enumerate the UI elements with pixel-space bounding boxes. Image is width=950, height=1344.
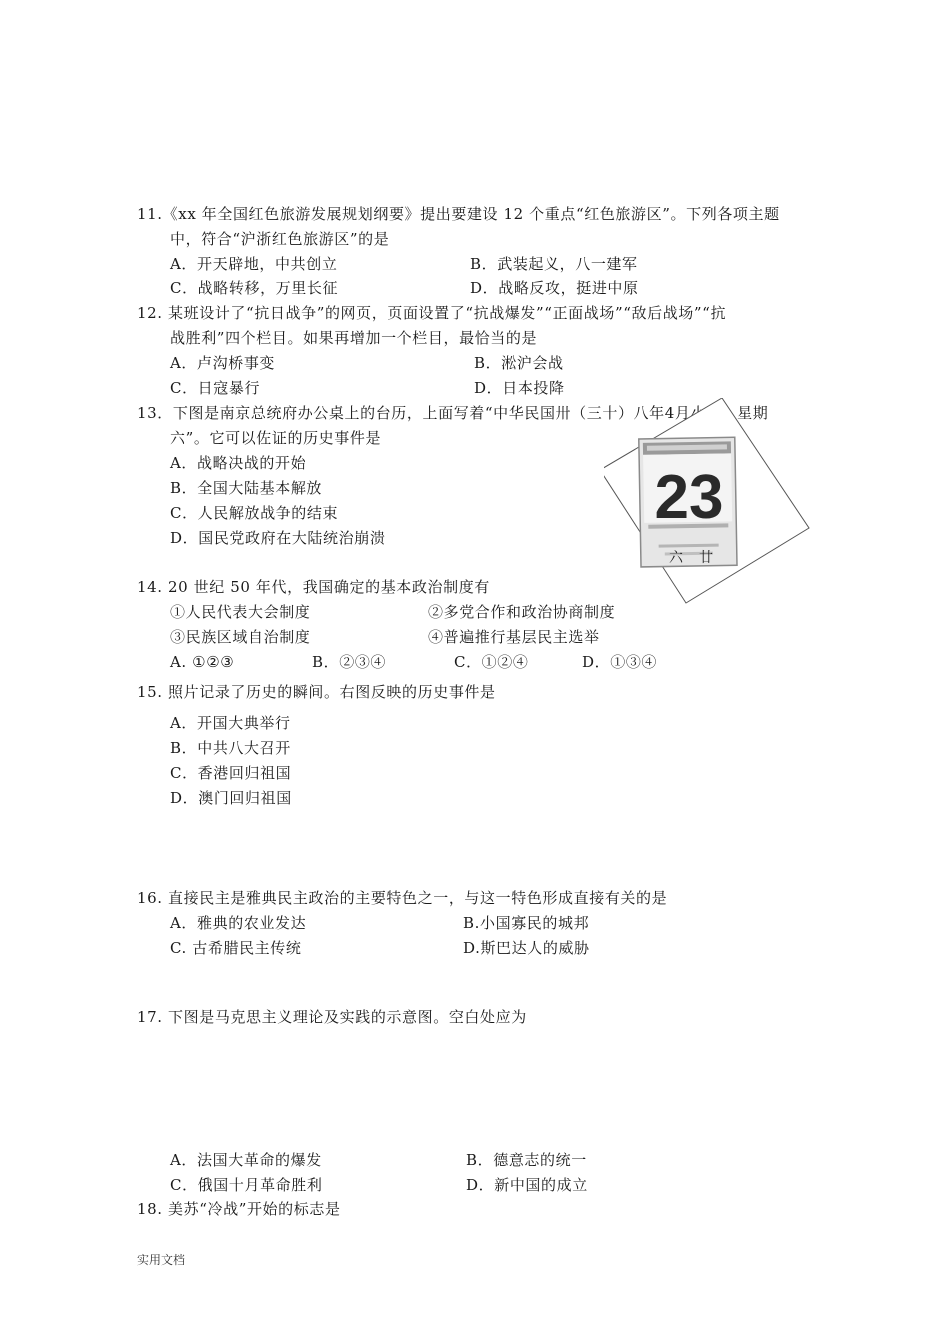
q17-option-b: B．德意志的统一	[466, 1151, 587, 1169]
calendar-weekday: 六	[669, 550, 683, 566]
q15-option-c: C．香港回归祖国	[170, 764, 292, 782]
q12-stem-line2: 战胜利”四个栏目。如果再增加一个栏目，最恰当的是	[170, 329, 538, 347]
q12-option-a: A．卢沟桥事变	[170, 354, 276, 372]
q16-option-a: A．雅典的农业发达	[170, 914, 307, 932]
q16-option-b: B.小国寡民的城邦	[463, 914, 590, 932]
q16-stem: 16. 直接民主是雅典民主政治的主要特色之一，与这一特色形成直接有关的是	[137, 889, 668, 907]
q14-item-3: ③民族区域自治制度	[170, 628, 311, 646]
q13-option-c: C．人民解放战争的结束	[170, 504, 339, 522]
q14-item-2: ②多党合作和政治协商制度	[428, 603, 616, 621]
q14-option-a: A. ①②③	[170, 653, 235, 671]
q12-option-c: C．日寇暴行	[170, 379, 261, 397]
q15-option-a: A．开国大典举行	[170, 714, 291, 732]
q12-option-b: B．淞沪会战	[474, 354, 564, 372]
q15-option-b: B．中共八大召开	[170, 739, 291, 757]
page-footer: 实用文档	[137, 1253, 186, 1267]
calendar-weekday-number: 廿	[699, 550, 713, 566]
q15-stem: 15. 照片记录了历史的瞬间。右图反映的历史事件是	[137, 683, 496, 701]
q12-stem-line1: 12. 某班设计了“抗日战争”的网页，页面设置了“抗战爆发”“正面战场”“敌后战场”“抗	[137, 304, 727, 322]
q14-stem: 14. 20 世纪 50 年代，我国确定的基本政治制度有	[137, 578, 490, 596]
q11-option-a: A．开天辟地，中共创立	[170, 255, 338, 273]
q16-option-c: C. 古希腊民主传统	[170, 939, 302, 957]
q11-stem-line2: 中，符合“沪浙红色旅游区”的是	[170, 230, 390, 248]
q13-stem-line2: 六”。它可以佐证的历史事件是	[170, 429, 382, 447]
q16-option-d: D.斯巴达人的威胁	[463, 939, 590, 957]
calendar-day-number: 23	[654, 463, 724, 532]
desk-calendar-image	[604, 398, 814, 608]
q11-option-c: C．战略转移，万里长征	[170, 279, 339, 297]
q14-item-4: ④普遍推行基层民主选举	[428, 628, 600, 646]
q15-option-d: D．澳门回归祖国	[170, 789, 292, 807]
q14-option-b: B．②③④	[312, 653, 387, 671]
q13-option-b: B．全国大陆基本解放	[170, 479, 323, 497]
q13-option-a: A．战略决战的开始	[170, 454, 307, 472]
q14-option-d: D．①③④	[582, 653, 658, 671]
q17-option-a: A．法国大革命的爆发	[170, 1151, 322, 1169]
q13-option-d: D．国民党政府在大陆统治崩溃	[170, 529, 386, 547]
q17-option-d: D．新中国的成立	[466, 1176, 588, 1194]
q18-stem: 18. 美苏“冷战”开始的标志是	[137, 1200, 341, 1218]
q12-option-d: D．日本投降	[474, 379, 565, 397]
q13-stem-line1: 13．下图是南京总统府办公桌上的台历，上面写着“中华民国卅（三十）八年4月小 23 星期	[137, 404, 769, 422]
q11-option-d: D．战略反攻，挺进中原	[470, 279, 639, 297]
q11-stem-line1: 11.《xx 年全国红色旅游发展规划纲要》提出要建设 12 个重点“红色旅游区”。下列各项主题	[137, 205, 780, 223]
q17-stem: 17. 下图是马克思主义理论及实践的示意图。空白处应为	[137, 1008, 527, 1026]
q17-option-c: C．俄国十月革命胜利	[170, 1176, 323, 1194]
q11-option-b: B．武装起义，八一建军	[470, 255, 638, 273]
q14-item-1: ①人民代表大会制度	[170, 603, 311, 621]
q14-option-c: C．①②④	[454, 653, 529, 671]
